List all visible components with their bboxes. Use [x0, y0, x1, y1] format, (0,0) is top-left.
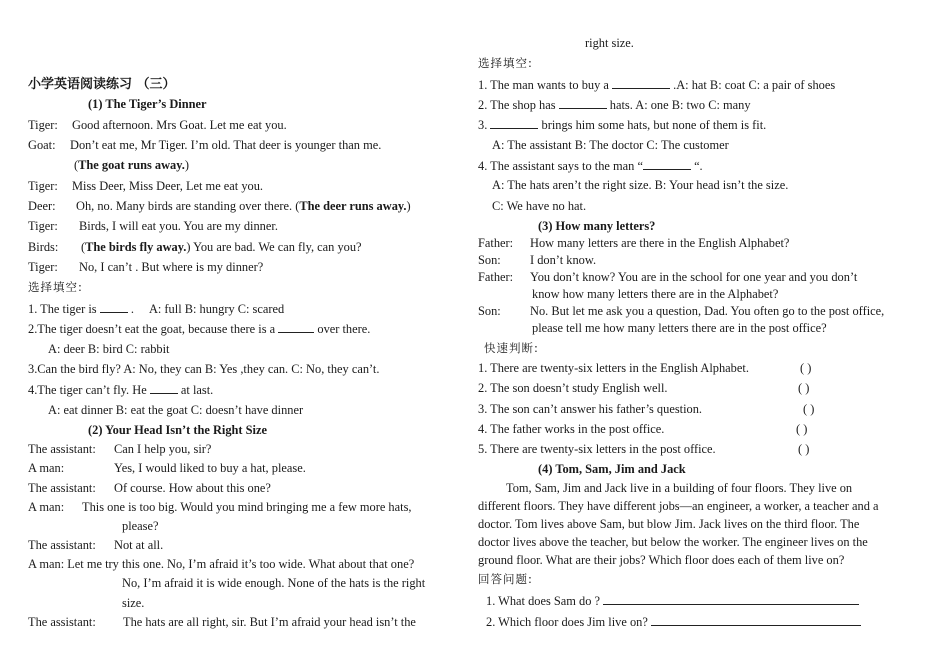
paragraph-line: doctor. Tom lives above Sam, but blow Jim. Jack lives on the third floor. The — [478, 517, 860, 531]
question-4: 4.The tiger can’t fly. He at last. — [28, 383, 214, 397]
dialogue-line: Birds: (The birds fly away.) You are bad. We can fly, can you? — [28, 240, 362, 254]
dialogue-continuation: size. — [122, 596, 145, 610]
paragraph-line: doctor lives above the teacher, but below the worker. The engineer lives on the — [478, 535, 868, 549]
instruction-label: 回答问题: — [478, 572, 533, 586]
dialogue-line: Deer: Oh, no. Many birds are standing over there. (The deer runs away.) — [28, 199, 411, 213]
dialogue-line: The assistant: Of course. How about this one? — [28, 481, 271, 495]
instruction-label: 快速判断: — [484, 341, 539, 355]
dialogue-line: The assistant: The hats are all right, sir. But I’m afraid your head isn’t the — [28, 615, 416, 629]
dialogue-line: A man: Let me try this one. No, I’m afraid it’s too wide. What about that one? — [28, 557, 415, 571]
judge-item: 2. The son doesn’t study English well. ( ) — [478, 381, 810, 395]
answer-parentheses[interactable]: ( ) — [800, 361, 812, 375]
section-3-heading: (3) How many letters? — [538, 219, 656, 233]
question-2: 2.The tiger doesn’t eat the goat, because there is a over there. — [28, 322, 371, 336]
instruction-label: 选择填空: — [28, 280, 83, 294]
dialogue-line: Father: How many letters are there in the English Alphabet? — [478, 236, 790, 250]
paragraph-line: Tom, Sam, Jim and Jack live in a building of four floors. They live on — [506, 481, 853, 495]
section-1-heading: (1) The Tiger’s Dinner — [88, 97, 207, 111]
answer-parentheses[interactable]: ( ) — [798, 442, 810, 456]
question-3-options: A: The assistant B: The doctor C: The customer — [492, 138, 729, 152]
answer-parentheses[interactable]: ( ) — [798, 381, 810, 395]
dialogue-line: Tiger: Good afternoon. Mrs Goat. Let me eat you. — [28, 118, 287, 132]
dialogue-line: Son: I don’t know. — [478, 253, 597, 267]
instruction-label: 选择填空: — [478, 56, 533, 70]
dialogue-line: Son: No. But let me ask you a question, Dad. You often go to the post office, — [478, 304, 885, 318]
judge-item: 5. There are twenty-six letters in the post office. ( ) — [478, 442, 810, 456]
question-3: 3.Can the bird fly? A: No, they can B: Yes ,they can. C: No, they can’t. — [28, 362, 380, 376]
answer-line[interactable] — [651, 613, 861, 626]
dialogue-line: Tiger: No, I can’t . But where is my dinner? — [28, 260, 264, 274]
answer-question-2: 2. Which floor does Jim live on? — [486, 613, 918, 630]
question-1: 1. The tiger is . A: full B: hungry C: scared — [28, 302, 285, 316]
answer-parentheses[interactable]: ( ) — [803, 402, 815, 416]
answer-line[interactable] — [603, 592, 859, 605]
dialogue-line: Father: You don’t know? You are in the school for one year and you don’t — [478, 270, 858, 284]
judge-item: 4. The father works in the post office. ( ) — [478, 422, 808, 436]
section-4-heading: (4) Tom, Sam, Jim and Jack — [538, 462, 686, 476]
dialogue-continuation: know how many letters there are in the Alphabet? — [532, 287, 779, 301]
question-4: 4. The assistant says to the man “ “. — [478, 159, 703, 173]
dialogue-line: A man: This one is too big. Would you mind bringing me a few more hats, — [28, 500, 412, 514]
question-3: 3. brings him some hats, but none of them is fit. — [478, 118, 767, 132]
dialogue-line: The assistant: Not at all. — [28, 538, 164, 552]
answer-blank[interactable] — [612, 76, 670, 89]
judge-item: 1. There are twenty-six letters in the English Alphabet. ( ) — [478, 361, 812, 375]
answer-blank[interactable] — [490, 116, 538, 129]
answer-blank[interactable] — [278, 320, 314, 333]
section-2-heading: (2) Your Head Isn’t the Right Size — [88, 423, 267, 437]
worksheet-title: 小学英语阅读练习 （三） — [28, 77, 176, 92]
question-1: 1. The man wants to buy a .A: hat B: coat C: a pair of shoes — [478, 78, 836, 92]
dialogue-continuation: right size. — [585, 36, 634, 50]
dialogue-line: Tiger: Birds, I will eat you. You are my dinner. — [28, 219, 278, 233]
dialogue-line: Goat: Don’t eat me, Mr Tiger. I’m old. That deer is younger than me. — [28, 138, 382, 152]
dialogue-continuation: please? — [122, 519, 159, 533]
judge-item: 3. The son can’t answer his father’s question. ( ) — [478, 402, 815, 416]
answer-blank[interactable] — [559, 96, 607, 109]
question-4-options: A: The hats aren’t the right size. B: Your head isn’t the size. — [492, 178, 789, 192]
paragraph-line: different floors. They have different jobs—an engineer, a worker, a teacher and a — [478, 499, 879, 513]
dialogue-line: Tiger: Miss Deer, Miss Deer, Let me eat you. — [28, 179, 264, 193]
stage-direction: (The goat runs away.) — [74, 158, 189, 172]
answer-blank[interactable] — [100, 300, 128, 313]
dialogue-continuation: No, I’m afraid it is wide enough. None of the hats is the right — [122, 576, 426, 590]
dialogue-continuation: please tell me how many letters there are in the post office? — [532, 321, 827, 335]
answer-parentheses[interactable]: ( ) — [796, 422, 808, 436]
question-2: 2. The shop has hats. A: one B: two C: many — [478, 98, 751, 112]
paragraph-line: ground floor. What are their jobs? Which floor does each of them live on? — [478, 553, 845, 567]
answer-question-1: 1. What does Sam do ? — [486, 592, 918, 609]
answer-blank[interactable] — [150, 381, 178, 394]
dialogue-line: A man: Yes, I would liked to buy a hat, please. — [28, 461, 306, 475]
answer-blank[interactable] — [643, 157, 691, 170]
question-2-options: A: deer B: bird C: rabbit — [48, 342, 170, 356]
question-4-options: A: eat dinner B: eat the goat C: doesn’t have dinner — [48, 403, 304, 417]
question-4-option-c: C: We have no hat. — [492, 199, 587, 213]
dialogue-line: The assistant: Can I help you, sir? — [28, 442, 212, 456]
